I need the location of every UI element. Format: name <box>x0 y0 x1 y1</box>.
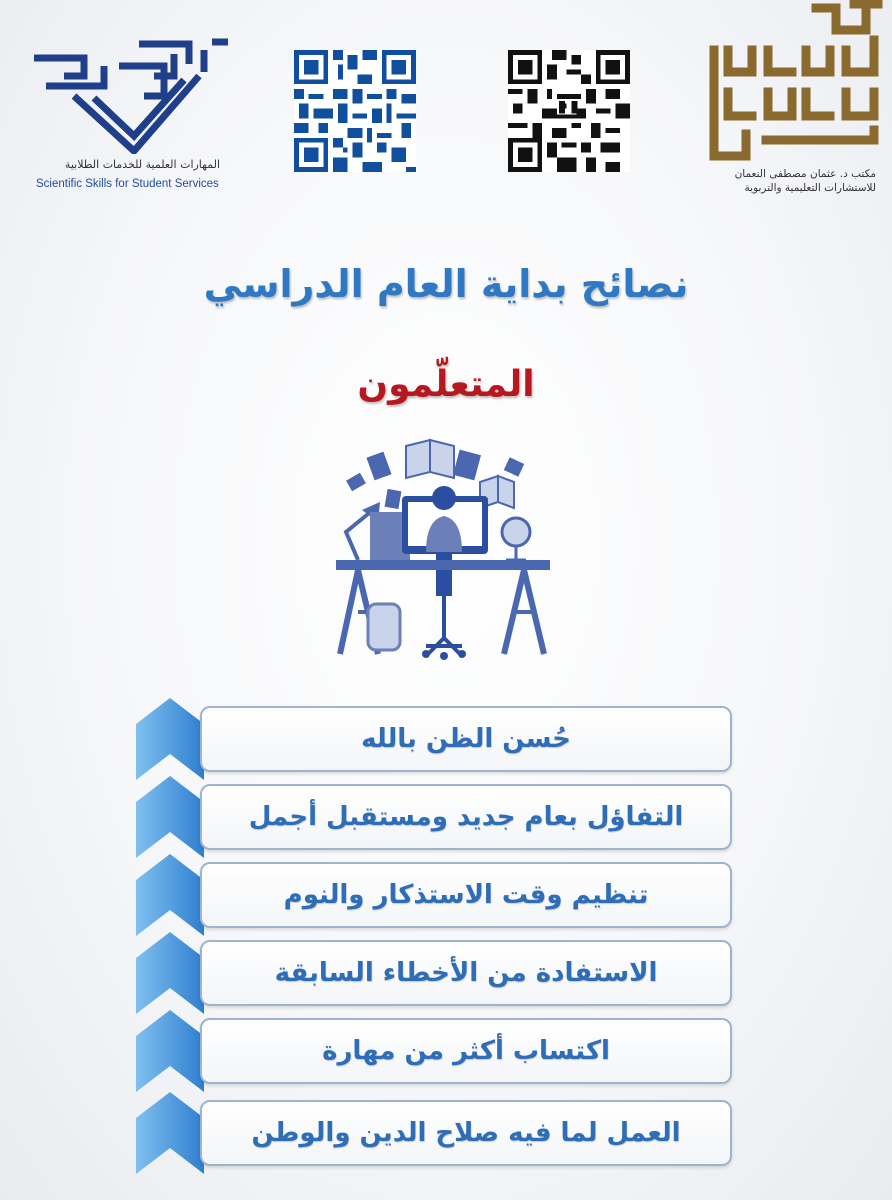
page-title: نصائح بداية العام الدراسي <box>203 262 689 306</box>
tip-item <box>130 1100 742 1166</box>
qr-code-icon[interactable] <box>508 50 630 172</box>
tip-text: اكتساب أكثر من مهارة <box>200 1018 732 1084</box>
tip-item <box>130 940 742 1006</box>
left-logo-caption-ar: المهارات العلمية للخدمات الطلابية <box>64 158 220 171</box>
tip-item <box>130 1018 742 1084</box>
scientific-skills-logo <box>24 36 234 196</box>
right-logo-caption-line2: للاستشارات التعليمية والتربوية <box>744 182 876 194</box>
chevron-up-arrow-icon <box>136 698 204 780</box>
tip-item <box>130 862 742 928</box>
page-subtitle: المتعلّمون <box>357 364 535 405</box>
scientific-skills-mark-icon <box>24 36 234 154</box>
chevron-up-arrow-icon <box>136 854 204 936</box>
chevron-up-arrow-icon <box>136 932 204 1014</box>
chevron-up-arrow-icon <box>136 1010 204 1092</box>
chevron-up-arrow-icon <box>136 1092 204 1174</box>
chevron-up-arrow-icon <box>136 776 204 858</box>
left-logo-caption-en: Scientific Skills for Student Services <box>36 178 219 190</box>
tip-text: حُسن الظن بالله <box>200 706 732 772</box>
tip-text: التفاؤل بعام جديد ومستقبل أجمل <box>200 784 732 850</box>
tip-item <box>130 784 742 850</box>
tip-text: العمل لما فيه صلاح الدين والوطن <box>200 1100 732 1166</box>
right-logo-caption-line1: مكتب د. عثمان مصطفى النعمان <box>734 168 876 180</box>
qr-code-icon[interactable] <box>294 50 416 172</box>
tip-text: الاستفادة من الأخطاء السابقة <box>200 940 732 1006</box>
alnuman-office-logo <box>706 0 886 200</box>
alnuman-kufic-mark-icon <box>706 0 886 168</box>
student-at-desk-icon <box>328 432 558 662</box>
tip-text: تنظيم وقت الاستذكار والنوم <box>200 862 732 928</box>
tip-item <box>130 706 742 772</box>
